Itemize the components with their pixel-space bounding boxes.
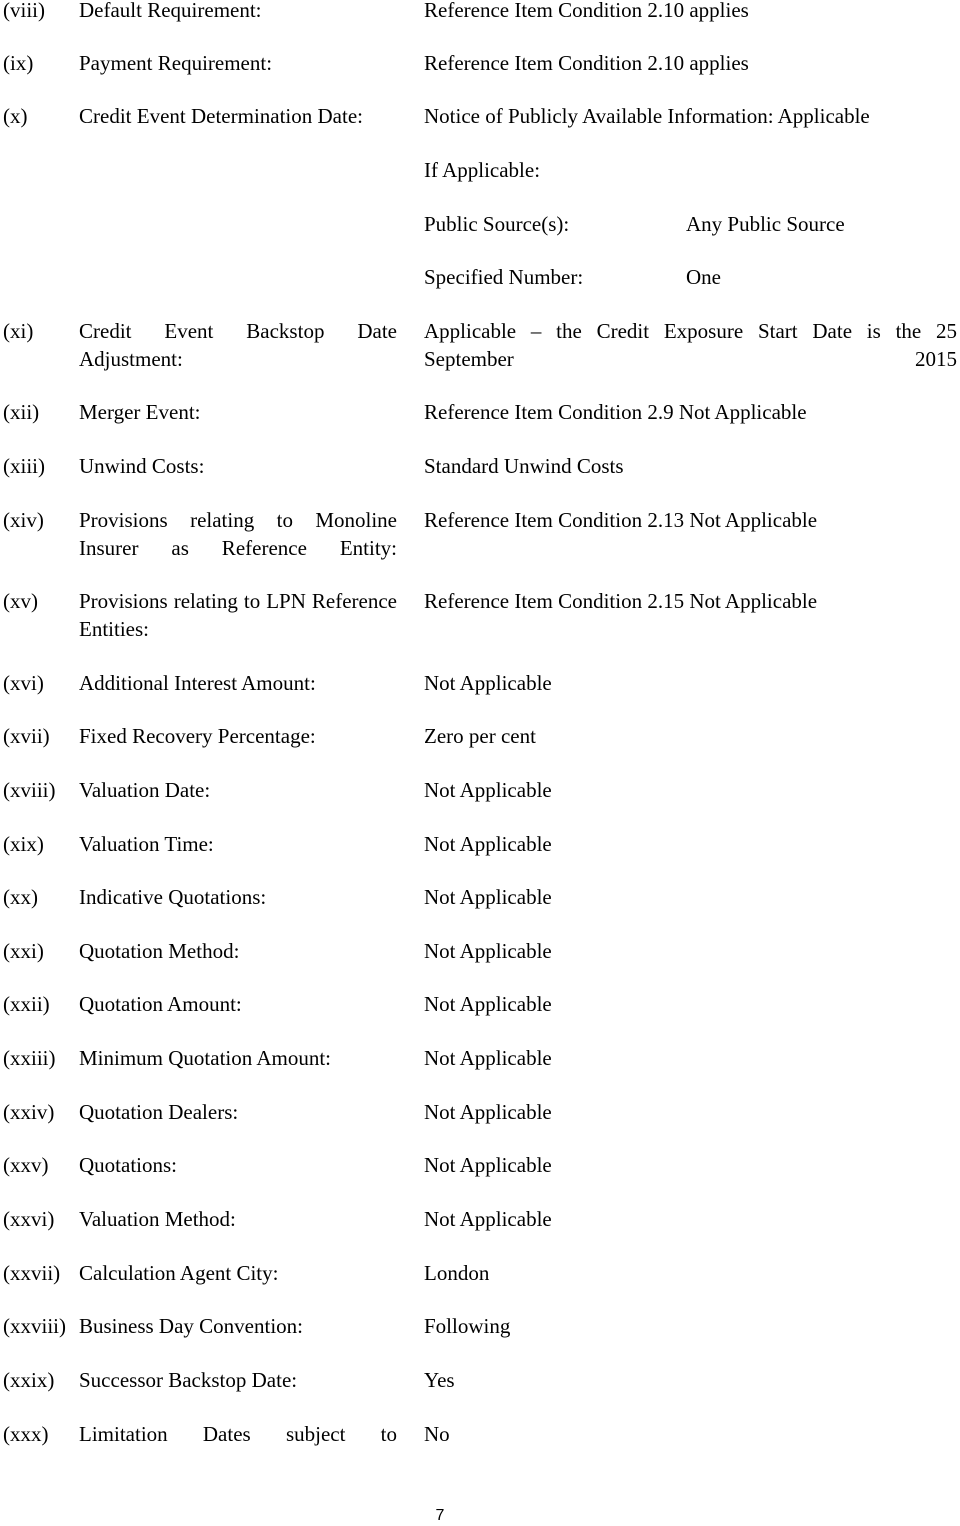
row-number: (xxiii): [3, 1046, 56, 1070]
row-number: (xxv): [3, 1153, 49, 1177]
row-number: (viii): [3, 0, 45, 22]
row-value: Not Applicable: [424, 778, 552, 802]
row-number: (x): [3, 104, 28, 128]
row-label: Payment Requirement:: [79, 51, 273, 75]
row-number: (xvi): [3, 671, 44, 695]
row-label: Quotation Amount:: [79, 992, 242, 1016]
row-number: (xxix): [3, 1368, 55, 1392]
row-label: Indicative Quotations:: [79, 885, 267, 909]
row-label: Minimum Quotation Amount:: [79, 1046, 332, 1070]
row-value: Reference Item Condition 2.13 Not Applicable: [424, 508, 818, 532]
row-label: Quotations:: [79, 1153, 177, 1177]
row-value: Zero per cent: [424, 724, 536, 748]
row-label: Valuation Method:: [79, 1207, 236, 1231]
row-label: Business Day Convention:: [79, 1314, 303, 1338]
row-value: Reference Item Condition 2.15 Not Applicable: [424, 589, 818, 613]
row-value: Notice of Publicly Available Information: Applicable: [424, 104, 870, 128]
row-value: Standard Unwind Costs: [424, 454, 624, 478]
row-value: Not Applicable: [424, 1100, 552, 1124]
row-label: Merger Event:: [79, 400, 201, 424]
row-value: Not Applicable: [424, 992, 552, 1016]
row-number: (xxx): [3, 1422, 49, 1446]
specified-number-label: Specified Number:: [424, 265, 584, 289]
row-value: Applicable – the Credit Exposure Start Date is the 25 September 2015: [424, 319, 957, 371]
row-number: (xxiv): [3, 1100, 55, 1124]
row-number: (xviii): [3, 778, 56, 802]
row-number: (xiii): [3, 454, 45, 478]
row-value: Not Applicable: [424, 1153, 552, 1177]
row-value: Not Applicable: [424, 671, 552, 695]
row-label: Quotation Dealers:: [79, 1100, 239, 1124]
row-number: (ix): [3, 51, 34, 75]
row-value: Reference Item Condition 2.10 applies: [424, 51, 749, 75]
row-label: Provisions relating to Monoline Insurer as Reference Entity:: [79, 508, 397, 560]
row-value: Not Applicable: [424, 1207, 552, 1231]
if-applicable-label: If Applicable:: [424, 158, 541, 182]
row-value: Reference Item Condition 2.10 applies: [424, 0, 749, 22]
row-label: Credit Event Backstop Date Adjustment:: [79, 319, 397, 371]
public-source-label: Public Source(s):: [424, 212, 570, 236]
row-number: (xxi): [3, 939, 44, 963]
row-value: No: [424, 1422, 450, 1446]
row-number: (xxvii): [3, 1261, 61, 1285]
row-label: Quotation Method:: [79, 939, 240, 963]
row-number: (xix): [3, 832, 44, 856]
row-label: Valuation Date:: [79, 778, 211, 802]
row-value: Yes: [424, 1368, 455, 1392]
row-value: Not Applicable: [424, 885, 552, 909]
row-number: (xi): [3, 319, 34, 343]
row-label: Provisions relating to LPN Reference Entities:: [79, 589, 397, 641]
row-label: Calculation Agent City:: [79, 1261, 279, 1285]
row-value: Not Applicable: [424, 832, 552, 856]
row-number: (xiv): [3, 508, 44, 532]
row-label: Additional Interest Amount:: [79, 671, 316, 695]
row-number: (xii): [3, 400, 40, 424]
row-value: Following: [424, 1314, 511, 1338]
public-source-value: Any Public Source: [686, 212, 845, 236]
row-number: (xxvi): [3, 1207, 55, 1231]
row-label: Unwind Costs:: [79, 454, 205, 478]
row-value: London: [424, 1261, 490, 1285]
row-value: Not Applicable: [424, 1046, 552, 1070]
row-number: (xxii): [3, 992, 50, 1016]
row-number: (xvii): [3, 724, 50, 748]
row-label: Valuation Time:: [79, 832, 214, 856]
row-label: Credit Event Determination Date:: [79, 104, 363, 128]
row-number: (xx): [3, 885, 38, 909]
row-number: (xv): [3, 589, 38, 613]
row-label: Successor Backstop Date:: [79, 1368, 298, 1392]
specified-number-value: One: [686, 265, 721, 289]
page-number: 7: [435, 1507, 445, 1524]
row-label: Limitation Dates subject to: [79, 1422, 397, 1446]
row-value: Not Applicable: [424, 939, 552, 963]
row-number: (xxviii): [3, 1314, 66, 1338]
row-value: Reference Item Condition 2.9 Not Applicable: [424, 400, 807, 424]
row-label: Default Requirement:: [79, 0, 262, 22]
row-label: Fixed Recovery Percentage:: [79, 724, 316, 748]
